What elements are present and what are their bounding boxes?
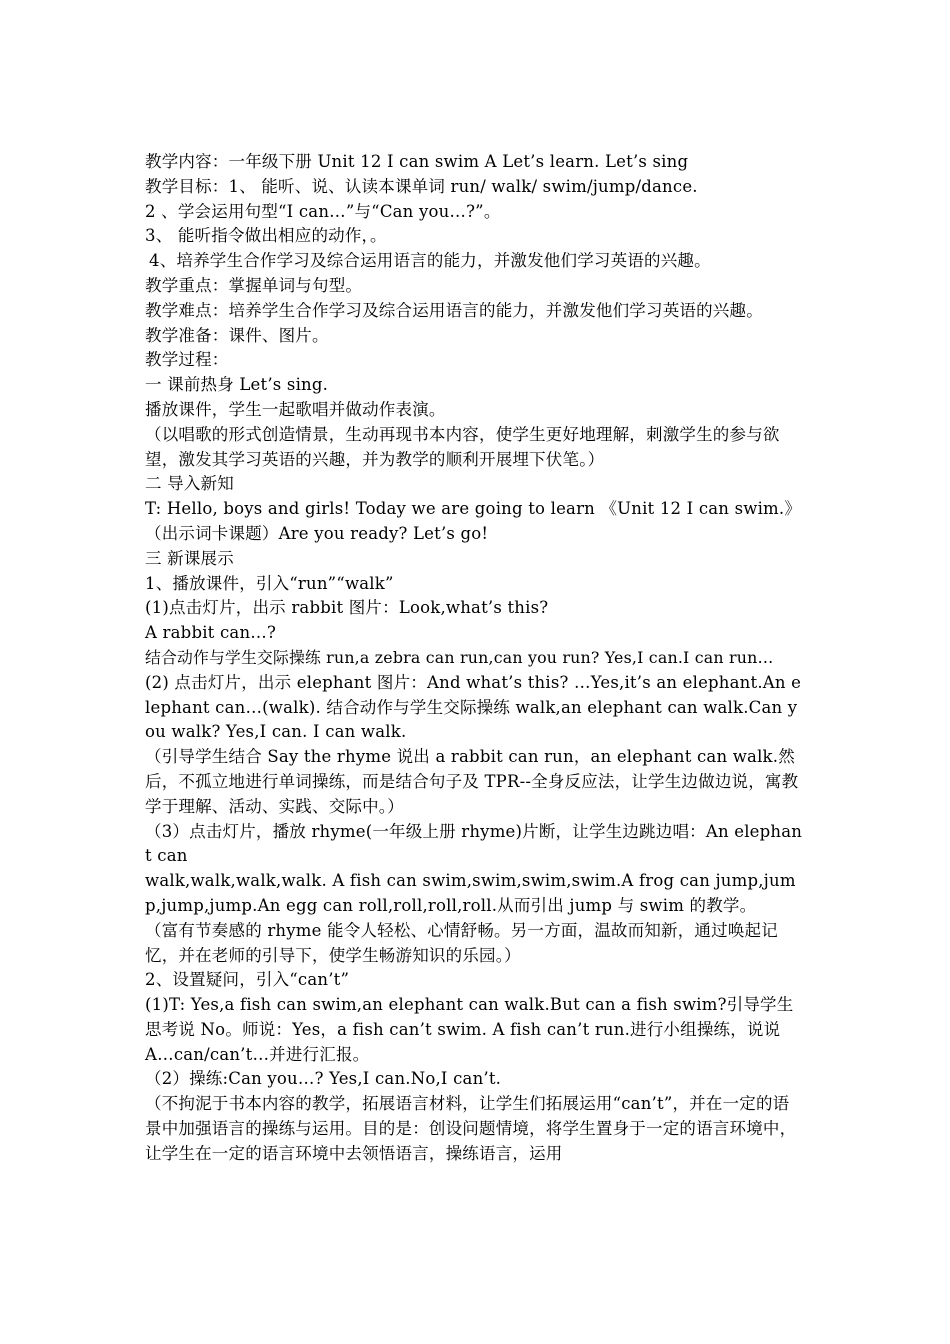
step-2-part-2: （2）操练:Can you…? Yes,I can.No,I can’t.	[145, 1069, 502, 1089]
step-1-rhyme-note: （富有节奏感的 rhyme 能令人轻松、心情舒畅。另一方面，温故而知新，通过唤起记忆，并在老师的引导下，使学生畅游知识的乐园。）	[145, 920, 778, 965]
teaching-difficulty-line: 教学难点：培养学生合作学习及综合运用语言的能力，并激发他们学习英语的兴趣。	[145, 300, 763, 320]
step-1-run-practice: 结合动作与学生交际操练 run,a zebra can run,can you run? Yes,I can.I can run…	[145, 647, 774, 667]
intro-dialogue: T: Hello, boys and girls! Today we are going to learn 《Unit 12 I can swim.》（出示词卡课题）Are you ready? Let’s go!	[145, 499, 802, 543]
teaching-process-heading: 教学过程：	[145, 350, 229, 370]
step-2-note: （不拘泥于书本内容的教学，拓展语言材料，让学生们拓展运用“can’t”，并在一定的语景中加强语言的操练与运用。目的是：创设问题情境，将学生置身于一定的语言环境中，让学生在一定的语言环境中去领悟语言，操练语言，运用	[145, 1094, 797, 1163]
step-1-part-1: (1)点击灯片，出示 rabbit 图片：Look,what’s this?	[145, 598, 549, 618]
teaching-goal-line: 教学目标：1、 能听、说、认读本课单词 run/ walk/ swim/jump/dance.	[145, 176, 698, 196]
teaching-goal-2: 2 、学会运用句型“I can…”与“Can you…?”。	[145, 201, 501, 221]
teaching-goal-3: 3、 能听指令做出相应的动作，。	[145, 226, 387, 246]
step-2-heading: 2、设置疑问，引入“can’t”	[145, 970, 350, 990]
teaching-preparation-line: 教学准备：课件、图片。	[145, 325, 329, 345]
teaching-goal-4: 4、培养学生合作学习及综合运用语言的能力，并激发他们学习英语的兴趣。	[149, 251, 711, 271]
step-1-part-2: (2) 点击灯片，出示 elephant 图片：And what’s this? …Yes,it’s an elephant.An elephant can…(walk). 结合动作与学生交际操练 walk,an elephant can walk.Can you walk? Yes,I can. I can walk.	[145, 672, 802, 742]
step-1-note: （引导学生结合 Say the rhyme 说出 a rabbit can run，an elephant can walk.然后，不孤立地进行单词操练，而是结合句子及 TPR--全身反应法，让学生边做边说，寓教学于理解、活动、实践、交际中。）	[145, 747, 799, 816]
teaching-content-line: 教学内容：一年级下册 Unit 12 I can swim A Let’s learn. Let’s sing	[145, 152, 689, 171]
step-1-rabbit-prompt: A rabbit can…?	[145, 623, 277, 643]
step-2-part-1: (1)T: Yes,a fish can swim,an elephant can walk.But can a fish swim?引导学生思考说 No。师说：Yes，a fish can’t swim. A fish can’t run.进行小组操练，说说 A…can/can’t…并进行汇报。	[145, 995, 794, 1064]
step-1-part-3: （3）点击灯片，播放 rhyme(一年级上册 rhyme)片断，让学生边跳边唱：An elephant can	[145, 821, 803, 866]
section-presentation-heading: 三 新课展示	[145, 548, 234, 568]
teaching-focus-line: 教学重点：掌握单词与句型。	[145, 275, 363, 295]
section-warmup-heading: 一 课前热身 Let’s sing.	[145, 375, 329, 395]
warmup-activity: 播放课件，学生一起歌唱并做动作表演。	[145, 399, 446, 419]
step-1-rhyme-text: walk,walk,walk,walk. A fish can swim,swim,swim,swim.A frog can jump,jump,jump,jump.An egg can roll,roll,roll,roll.从而引出 jump 与 swim 的教学。	[145, 871, 796, 915]
lesson-plan-text	[145, 150, 805, 1167]
section-intro-heading: 二 导入新知	[145, 474, 234, 494]
warmup-note: （以唱歌的形式创造情景，生动再现书本内容，使学生更好地理解，刺激学生的参与欲望，激发其学习英语的兴趣，并为教学的顺利开展埋下伏笔。）	[145, 424, 780, 469]
step-1-heading: 1、播放课件，引入“run”“walk”	[145, 573, 394, 593]
